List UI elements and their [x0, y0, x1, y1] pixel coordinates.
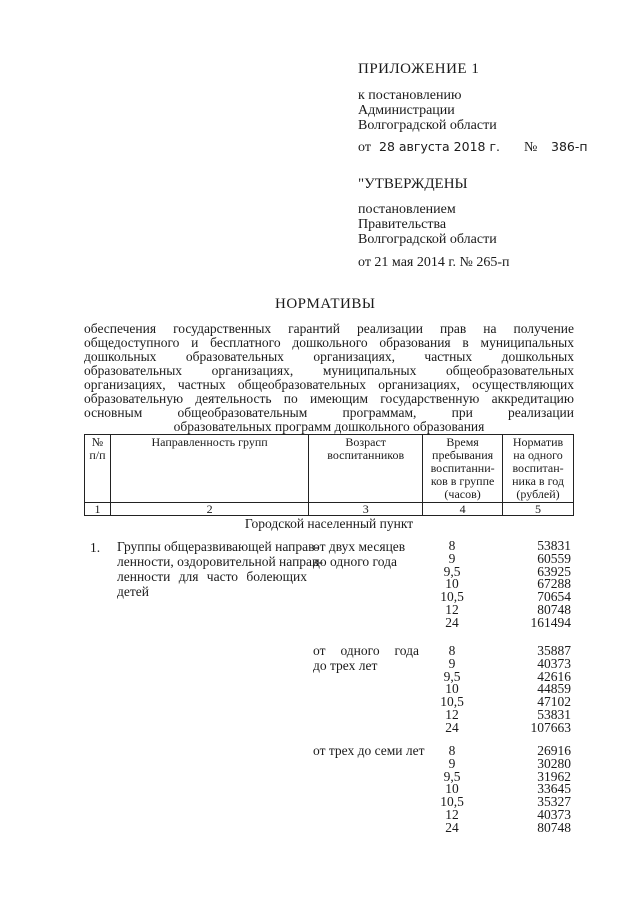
header-time-line: (часов)	[444, 487, 481, 501]
to-resolution-line: Администрации	[358, 103, 455, 118]
header-norm	[503, 435, 574, 503]
header-time	[423, 435, 503, 503]
hours-cell: 8	[448, 643, 456, 658]
norm-cell: 107663	[530, 719, 571, 735]
norm-cell: 53831	[537, 706, 571, 722]
hours-cell: 8	[448, 538, 456, 553]
norm-cell: 33645	[537, 781, 571, 797]
header-norm-line: ника в год	[512, 474, 564, 488]
norm-cell: 31962	[537, 768, 571, 784]
description-line: общедоступного и бесплатного дошкольного образования в муниципальных	[84, 335, 574, 350]
resolution-date: 28 августа 2018 г.	[379, 139, 500, 154]
header-norm-line: (рублей)	[516, 487, 560, 501]
description	[84, 322, 574, 434]
approved-date: от 21 мая 2014 г. № 265-п	[358, 255, 510, 270]
column-number: 4	[423, 503, 503, 516]
description-line: образовательных программ дошкольного образования	[173, 419, 485, 434]
header-time-line: пребывания	[432, 448, 494, 462]
number-sign: №	[524, 140, 538, 155]
direction-line: ленности, оздоровительной направ-	[117, 554, 323, 569]
norm-cell: 35887	[537, 643, 571, 658]
header-age-line: Возраст	[345, 435, 387, 449]
row-number: 1.	[90, 540, 101, 555]
norms-group-2	[500, 645, 571, 735]
hours-group-2	[420, 645, 484, 735]
hours-cell: 12	[445, 706, 459, 722]
norm-cell: 67288	[537, 576, 571, 592]
norms-table-header	[84, 434, 574, 516]
header-time-line: Время	[446, 435, 479, 449]
header-time-line: воспитанни-	[430, 461, 495, 475]
header-num	[85, 435, 111, 503]
column-number: 3	[309, 503, 423, 516]
age-line: до одного года	[313, 554, 397, 569]
hours-group-3	[420, 745, 484, 835]
age-word: от	[313, 643, 326, 658]
description-line: основным общеобразовательным программам, при реализации	[84, 405, 574, 420]
to-resolution	[358, 88, 497, 133]
hours-cell: 10	[445, 681, 459, 697]
norms-group-1	[500, 540, 571, 630]
norm-cell: 30280	[537, 755, 571, 771]
header-direction: Направленность групп	[110, 435, 308, 503]
to-resolution-line: к постановлению	[358, 88, 462, 103]
norm-cell: 42616	[537, 668, 571, 684]
header-age-line: воспитанников	[327, 448, 405, 462]
direction-line: детей	[117, 584, 149, 599]
age-group-2	[313, 643, 419, 673]
norm-cell: 40373	[537, 806, 571, 822]
norm-cell: 44859	[537, 681, 571, 697]
norm-cell: 60559	[537, 550, 571, 566]
header-num-line: п/п	[89, 448, 106, 462]
norms-group-3	[500, 745, 571, 835]
norm-cell: 70654	[537, 589, 571, 605]
approved-by-line: Правительства	[358, 217, 447, 232]
direction-line: ленности для часто болеющих	[117, 569, 307, 584]
age-word: одного	[340, 643, 380, 658]
approved-by-line: Волгоградской области	[358, 232, 497, 247]
description-line: образовательную деятельность по имеющим государственную аккредитацию	[84, 391, 574, 406]
hours-cell: 9	[448, 550, 456, 566]
norm-cell: 47102	[537, 694, 571, 710]
hours-cell: 8	[448, 743, 456, 758]
direction-line: Группы общеразвивающей направ-	[117, 539, 319, 554]
norm-cell: 53831	[537, 538, 571, 553]
hours-group-1	[420, 540, 484, 630]
hours-cell: 10,5	[440, 694, 464, 710]
norm-cell: 161494	[530, 614, 571, 630]
document-title: НОРМАТИВЫ	[275, 296, 376, 312]
hours-cell: 24	[445, 819, 459, 835]
column-number: 5	[503, 503, 574, 516]
header-norm-line: на одного	[513, 448, 563, 462]
appendix-title: ПРИЛОЖЕНИЕ 1	[358, 61, 480, 77]
approved-label: "УТВЕРЖДЕНЫ	[358, 176, 468, 192]
norm-cell: 80748	[537, 601, 571, 617]
age-line: от двух месяцев	[313, 539, 406, 554]
header-time-line: ков в группе	[430, 474, 495, 488]
hours-cell: 9	[448, 755, 456, 771]
row-direction	[117, 539, 323, 599]
age-line: от трех до семи лет	[313, 743, 425, 758]
age-word: года	[394, 643, 419, 658]
age-line: до трех лет	[313, 658, 378, 673]
hours-cell: 9,5	[443, 563, 461, 579]
section-title: Городской населенный пункт	[244, 516, 414, 531]
hours-cell: 10,5	[440, 589, 464, 605]
resolution-date-prefix: от	[358, 140, 371, 155]
age-line	[313, 643, 419, 658]
norm-cell: 35327	[537, 794, 571, 810]
column-number: 1	[85, 503, 111, 516]
header-norm-line: воспитан-	[512, 461, 564, 475]
hours-cell: 12	[445, 806, 459, 822]
hours-cell: 10	[445, 781, 459, 797]
hours-cell: 10,5	[440, 794, 464, 810]
description-line: организациях, частных общеобразовательных организациях, осуществляющих	[84, 377, 574, 392]
header-norm-line: Норматив	[512, 435, 564, 449]
header-num-line: №	[91, 435, 104, 449]
age-group-3	[313, 743, 425, 758]
hours-cell: 10	[445, 576, 459, 592]
header-age	[309, 435, 423, 503]
approved-by	[358, 202, 497, 247]
norm-cell: 40373	[537, 655, 571, 671]
description-line: обеспечения государственных гарантий реализации прав на получение	[84, 321, 574, 336]
hours-cell: 9,5	[443, 668, 461, 684]
hours-cell: 12	[445, 601, 459, 617]
norm-cell: 63925	[537, 563, 571, 579]
hours-cell: 24	[445, 719, 459, 735]
hours-cell: 9	[448, 655, 456, 671]
resolution-number: 386-п	[551, 139, 588, 154]
norm-cell: 80748	[537, 819, 571, 835]
norm-cell: 26916	[537, 743, 571, 758]
hours-cell: 24	[445, 614, 459, 630]
to-resolution-line: Волгоградской области	[358, 118, 497, 133]
age-group-1	[313, 539, 419, 569]
hours-cell: 9,5	[443, 768, 461, 784]
column-number: 2	[110, 503, 308, 516]
description-line: дошкольных образовательных организациях, частных дошкольных	[84, 349, 574, 364]
description-line: образовательных организациях, муниципальных общеобразовательных	[84, 363, 574, 378]
approved-by-line: постановлением	[358, 202, 456, 217]
